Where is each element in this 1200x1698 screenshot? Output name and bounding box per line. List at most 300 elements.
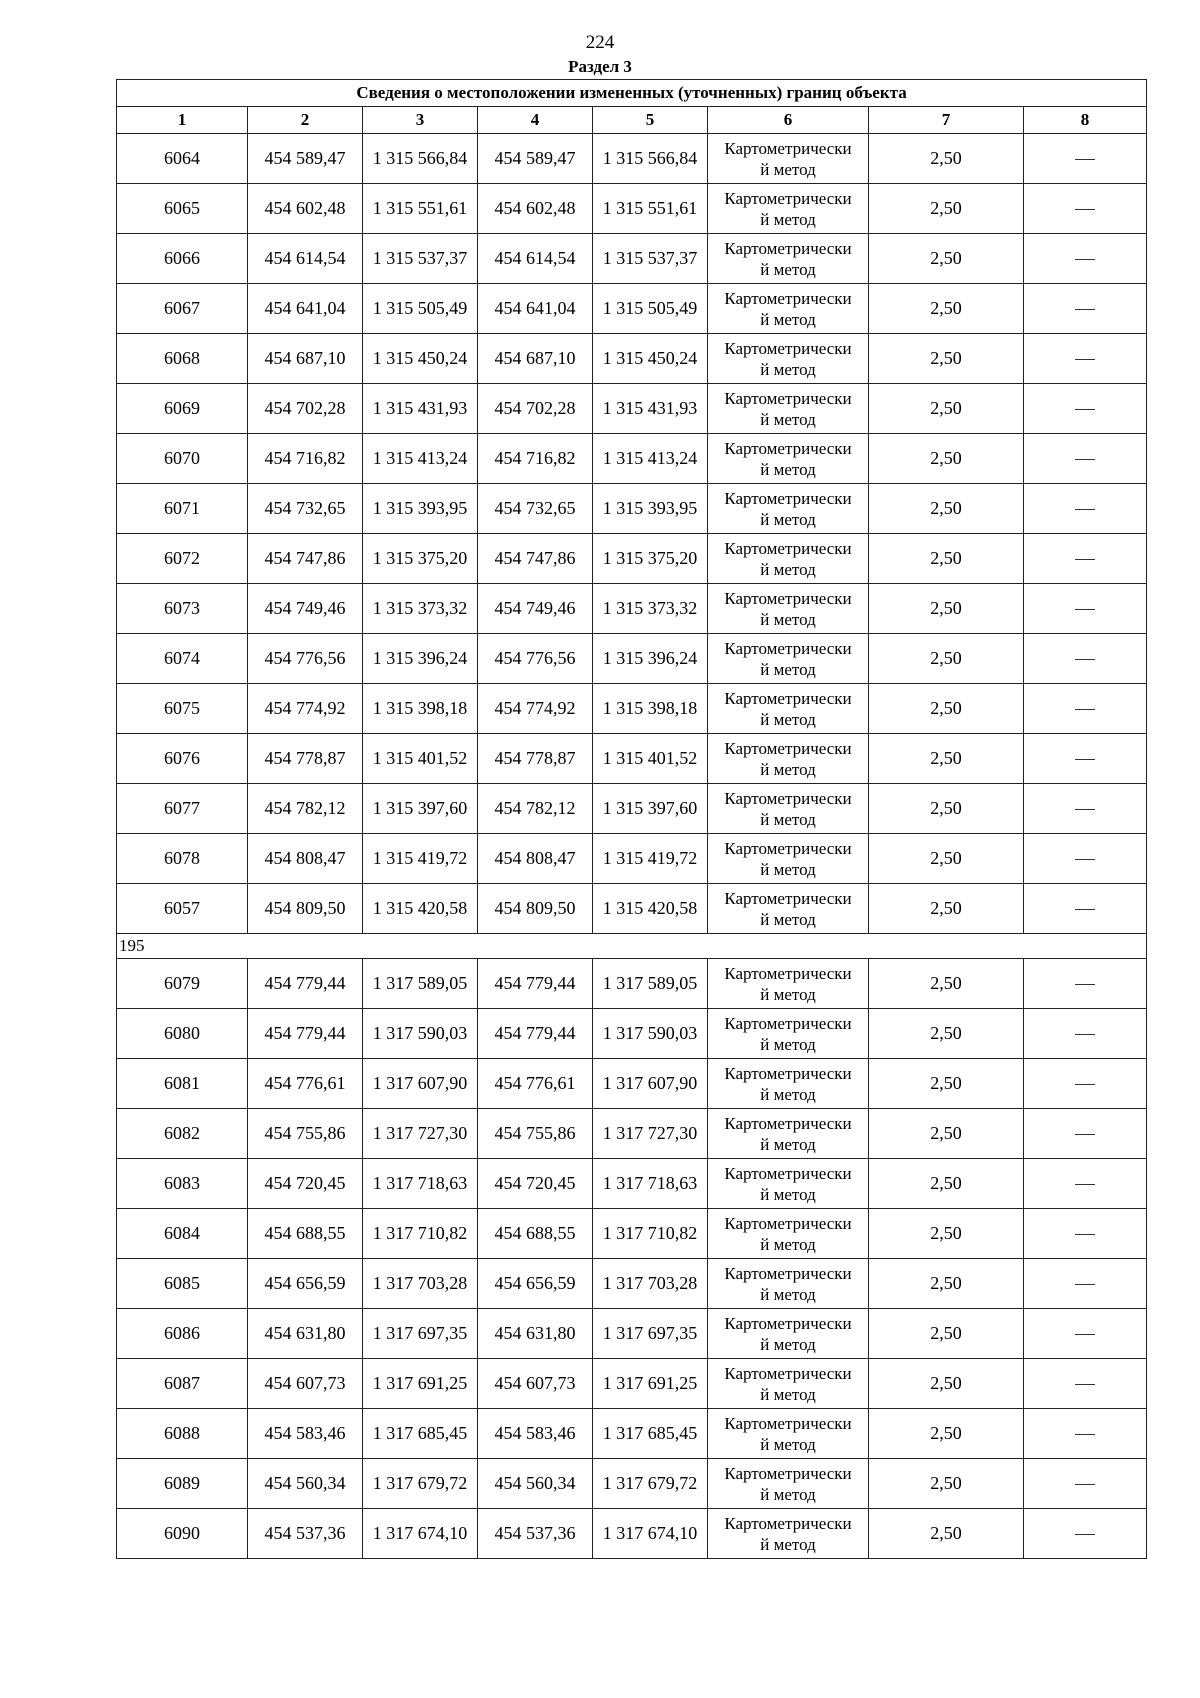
method-line: й метод: [760, 1134, 816, 1154]
table-caption-row: [117, 80, 1147, 107]
description-cell: [1024, 1109, 1147, 1159]
method-line: Картометрически: [724, 888, 852, 908]
column-number: 1: [117, 107, 248, 134]
x-coordinate-new-cell: 454 776,61: [478, 1059, 593, 1109]
description-cell: [1024, 334, 1147, 384]
no-value-dash: [1075, 759, 1095, 760]
description-cell: [1024, 1359, 1147, 1409]
y-coordinate-old-cell: 1 317 674,10: [363, 1509, 478, 1559]
method-line: Картометрически: [724, 1463, 852, 1483]
x-coordinate-old-cell: 454 656,59: [248, 1259, 363, 1309]
method-line: Картометрически: [724, 638, 852, 658]
y-coordinate-new-cell: 1 315 398,18: [593, 684, 708, 734]
y-coordinate-old-cell: 1 315 393,95: [363, 484, 478, 534]
point-number-cell: 6089: [117, 1459, 248, 1509]
x-coordinate-new-cell: 454 720,45: [478, 1159, 593, 1209]
description-cell: [1024, 1509, 1147, 1559]
y-coordinate-new-cell: 1 317 718,63: [593, 1159, 708, 1209]
description-cell: [1024, 1059, 1147, 1109]
method-line: Картометрически: [724, 1413, 852, 1433]
accuracy-cell: 2,50: [869, 584, 1024, 634]
table-row: [117, 584, 1147, 634]
no-value-dash: [1075, 1034, 1095, 1035]
x-coordinate-old-cell: 454 602,48: [248, 184, 363, 234]
x-coordinate-old-cell: 454 808,47: [248, 834, 363, 884]
x-coordinate-new-cell: 454 641,04: [478, 284, 593, 334]
method-cell: [708, 484, 869, 534]
y-coordinate-old-cell: 1 315 551,61: [363, 184, 478, 234]
x-coordinate-new-cell: 454 583,46: [478, 1409, 593, 1459]
method-cell: [708, 1159, 869, 1209]
description-cell: [1024, 684, 1147, 734]
method-line: Картометрически: [724, 238, 852, 258]
table-row: [117, 1009, 1147, 1059]
y-coordinate-old-cell: 1 317 607,90: [363, 1059, 478, 1109]
no-value-dash: [1075, 859, 1095, 860]
method-cell: [708, 959, 869, 1009]
method-line: й метод: [760, 309, 816, 329]
x-coordinate-old-cell: 454 749,46: [248, 584, 363, 634]
method-cell: [708, 1509, 869, 1559]
point-number-cell: 6081: [117, 1059, 248, 1109]
y-coordinate-old-cell: 1 315 505,49: [363, 284, 478, 334]
method-line: Картометрически: [724, 788, 852, 808]
x-coordinate-new-cell: 454 602,48: [478, 184, 593, 234]
method-cell: [708, 234, 869, 284]
description-cell: [1024, 1459, 1147, 1509]
x-coordinate-new-cell: 454 716,82: [478, 434, 593, 484]
point-number-cell: 6085: [117, 1259, 248, 1309]
method-cell: [708, 684, 869, 734]
accuracy-cell: 2,50: [869, 834, 1024, 884]
description-cell: [1024, 784, 1147, 834]
table-row: [117, 684, 1147, 734]
accuracy-cell: 2,50: [869, 184, 1024, 234]
x-coordinate-new-cell: 454 755,86: [478, 1109, 593, 1159]
y-coordinate-new-cell: 1 315 505,49: [593, 284, 708, 334]
x-coordinate-old-cell: 454 702,28: [248, 384, 363, 434]
x-coordinate-new-cell: 454 687,10: [478, 334, 593, 384]
table-body: [117, 134, 1147, 1559]
y-coordinate-old-cell: 1 315 396,24: [363, 634, 478, 684]
point-number-cell: 6080: [117, 1009, 248, 1059]
y-coordinate-new-cell: 1 315 566,84: [593, 134, 708, 184]
y-coordinate-old-cell: 1 315 537,37: [363, 234, 478, 284]
x-coordinate-new-cell: 454 631,80: [478, 1309, 593, 1359]
method-line: Картометрически: [724, 388, 852, 408]
page-number: 224: [585, 32, 615, 53]
method-line: й метод: [760, 159, 816, 179]
description-cell: [1024, 134, 1147, 184]
table-row: [117, 1059, 1147, 1109]
accuracy-cell: 2,50: [869, 1359, 1024, 1409]
y-coordinate-new-cell: 1 317 697,35: [593, 1309, 708, 1359]
y-coordinate-new-cell: 1 315 396,24: [593, 634, 708, 684]
point-number-cell: 6069: [117, 384, 248, 434]
x-coordinate-new-cell: 454 782,12: [478, 784, 593, 834]
y-coordinate-old-cell: 1 315 373,32: [363, 584, 478, 634]
no-value-dash: [1075, 1384, 1095, 1385]
no-value-dash: [1075, 659, 1095, 660]
method-line: Картометрически: [724, 1513, 852, 1533]
method-line: Картометрически: [724, 838, 852, 858]
accuracy-cell: 2,50: [869, 734, 1024, 784]
method-cell: [708, 1459, 869, 1509]
method-line: Картометрически: [724, 138, 852, 158]
method-line: Картометрически: [724, 1063, 852, 1083]
no-value-dash: [1075, 1484, 1095, 1485]
x-coordinate-new-cell: 454 778,87: [478, 734, 593, 784]
table-row: [117, 134, 1147, 184]
y-coordinate-new-cell: 1 317 589,05: [593, 959, 708, 1009]
method-line: й метод: [760, 209, 816, 229]
method-line: Картометрически: [724, 688, 852, 708]
y-coordinate-old-cell: 1 317 718,63: [363, 1159, 478, 1209]
method-cell: [708, 284, 869, 334]
method-cell: [708, 434, 869, 484]
method-line: й метод: [760, 1384, 816, 1404]
y-coordinate-new-cell: 1 315 419,72: [593, 834, 708, 884]
point-number-cell: 6066: [117, 234, 248, 284]
y-coordinate-old-cell: 1 315 413,24: [363, 434, 478, 484]
y-coordinate-old-cell: 1 317 691,25: [363, 1359, 478, 1409]
y-coordinate-old-cell: 1 315 397,60: [363, 784, 478, 834]
x-coordinate-old-cell: 454 583,46: [248, 1409, 363, 1459]
point-number-cell: 6083: [117, 1159, 248, 1209]
table-row: [117, 1509, 1147, 1559]
y-coordinate-old-cell: 1 315 375,20: [363, 534, 478, 584]
table-row: [117, 234, 1147, 284]
no-value-dash: [1075, 1084, 1095, 1085]
x-coordinate-old-cell: 454 732,65: [248, 484, 363, 534]
method-line: Картометрически: [724, 588, 852, 608]
accuracy-cell: 2,50: [869, 634, 1024, 684]
method-line: й метод: [760, 1434, 816, 1454]
y-coordinate-new-cell: 1 317 703,28: [593, 1259, 708, 1309]
y-coordinate-new-cell: 1 315 393,95: [593, 484, 708, 534]
table-row: [117, 959, 1147, 1009]
y-coordinate-old-cell: 1 317 710,82: [363, 1209, 478, 1259]
no-value-dash: [1075, 1334, 1095, 1335]
description-cell: [1024, 1309, 1147, 1359]
accuracy-cell: 2,50: [869, 1009, 1024, 1059]
x-coordinate-new-cell: 454 614,54: [478, 234, 593, 284]
no-value-dash: [1075, 609, 1095, 610]
x-coordinate-old-cell: 454 774,92: [248, 684, 363, 734]
table-caption: Сведения о местоположении измененных (уточненных) границ объекта: [117, 80, 1147, 107]
point-number-cell: 6078: [117, 834, 248, 884]
accuracy-cell: 2,50: [869, 1059, 1024, 1109]
table-row: [117, 384, 1147, 434]
no-value-dash: [1075, 1534, 1095, 1535]
y-coordinate-old-cell: 1 315 419,72: [363, 834, 478, 884]
no-value-dash: [1075, 1434, 1095, 1435]
point-number-cell: 6079: [117, 959, 248, 1009]
table-row: [117, 784, 1147, 834]
accuracy-cell: 2,50: [869, 384, 1024, 434]
point-number-cell: 6065: [117, 184, 248, 234]
table-row: [117, 1359, 1147, 1409]
method-line: Картометрически: [724, 338, 852, 358]
table-row: [117, 434, 1147, 484]
column-number: 8: [1024, 107, 1147, 134]
x-coordinate-old-cell: 454 779,44: [248, 959, 363, 1009]
no-value-dash: [1075, 984, 1095, 985]
table-row: [117, 1459, 1147, 1509]
y-coordinate-new-cell: 1 317 710,82: [593, 1209, 708, 1259]
method-cell: [708, 834, 869, 884]
method-line: Картометрически: [724, 738, 852, 758]
method-cell: [708, 584, 869, 634]
y-coordinate-old-cell: 1 317 703,28: [363, 1259, 478, 1309]
x-coordinate-old-cell: 454 641,04: [248, 284, 363, 334]
x-coordinate-old-cell: 454 778,87: [248, 734, 363, 784]
x-coordinate-old-cell: 454 688,55: [248, 1209, 363, 1259]
description-cell: [1024, 234, 1147, 284]
x-coordinate-old-cell: 454 607,73: [248, 1359, 363, 1409]
point-number-cell: 6064: [117, 134, 248, 184]
y-coordinate-old-cell: 1 315 398,18: [363, 684, 478, 734]
description-cell: [1024, 734, 1147, 784]
description-cell: [1024, 434, 1147, 484]
no-value-dash: [1075, 159, 1095, 160]
method-line: й метод: [760, 1234, 816, 1254]
point-number-cell: 6086: [117, 1309, 248, 1359]
accuracy-cell: 2,50: [869, 684, 1024, 734]
method-cell: [708, 1059, 869, 1109]
x-coordinate-new-cell: 454 747,86: [478, 534, 593, 584]
accuracy-cell: 2,50: [869, 284, 1024, 334]
method-line: Картометрически: [724, 438, 852, 458]
description-cell: [1024, 1159, 1147, 1209]
y-coordinate-new-cell: 1 315 375,20: [593, 534, 708, 584]
table-row: [117, 884, 1147, 934]
method-line: Картометрически: [724, 1013, 852, 1033]
accuracy-cell: 2,50: [869, 234, 1024, 284]
y-coordinate-old-cell: 1 317 590,03: [363, 1009, 478, 1059]
y-coordinate-new-cell: 1 317 691,25: [593, 1359, 708, 1409]
method-line: й метод: [760, 1084, 816, 1104]
y-coordinate-new-cell: 1 315 413,24: [593, 434, 708, 484]
column-number: 3: [363, 107, 478, 134]
description-cell: [1024, 1209, 1147, 1259]
method-cell: [708, 734, 869, 784]
method-cell: [708, 1109, 869, 1159]
y-coordinate-new-cell: 1 317 685,45: [593, 1409, 708, 1459]
x-coordinate-new-cell: 454 688,55: [478, 1209, 593, 1259]
table-row: [117, 834, 1147, 884]
description-cell: [1024, 284, 1147, 334]
x-coordinate-old-cell: 454 614,54: [248, 234, 363, 284]
y-coordinate-new-cell: 1 317 679,72: [593, 1459, 708, 1509]
method-line: й метод: [760, 659, 816, 679]
point-number-cell: 6072: [117, 534, 248, 584]
method-cell: [708, 334, 869, 384]
method-line: Картометрически: [724, 1263, 852, 1283]
method-line: й метод: [760, 1534, 816, 1554]
method-line: Картометрически: [724, 1163, 852, 1183]
x-coordinate-old-cell: 454 589,47: [248, 134, 363, 184]
method-line: й метод: [760, 259, 816, 279]
y-coordinate-old-cell: 1 317 697,35: [363, 1309, 478, 1359]
description-cell: [1024, 634, 1147, 684]
no-value-dash: [1075, 909, 1095, 910]
method-cell: [708, 1209, 869, 1259]
y-coordinate-old-cell: 1 315 431,93: [363, 384, 478, 434]
column-number: 2: [248, 107, 363, 134]
accuracy-cell: 2,50: [869, 134, 1024, 184]
method-line: Картометрически: [724, 963, 852, 983]
no-value-dash: [1075, 1234, 1095, 1235]
x-coordinate-new-cell: 454 779,44: [478, 959, 593, 1009]
y-coordinate-new-cell: 1 317 590,03: [593, 1009, 708, 1059]
y-coordinate-old-cell: 1 317 589,05: [363, 959, 478, 1009]
y-coordinate-new-cell: 1 315 537,37: [593, 234, 708, 284]
point-number-cell: 6076: [117, 734, 248, 784]
method-cell: [708, 1009, 869, 1059]
table-row: [117, 1409, 1147, 1459]
table-row: [117, 534, 1147, 584]
y-coordinate-new-cell: 1 315 401,52: [593, 734, 708, 784]
y-coordinate-old-cell: 1 317 727,30: [363, 1109, 478, 1159]
contour-number: 195: [117, 934, 1147, 959]
y-coordinate-new-cell: 1 315 450,24: [593, 334, 708, 384]
x-coordinate-old-cell: 454 560,34: [248, 1459, 363, 1509]
point-number-cell: 6090: [117, 1509, 248, 1559]
no-value-dash: [1075, 309, 1095, 310]
point-number-cell: 6075: [117, 684, 248, 734]
x-coordinate-new-cell: 454 808,47: [478, 834, 593, 884]
y-coordinate-new-cell: 1 317 674,10: [593, 1509, 708, 1559]
method-line: Картометрически: [724, 1213, 852, 1233]
method-line: Картометрически: [724, 1113, 852, 1133]
table-row: [117, 734, 1147, 784]
accuracy-cell: 2,50: [869, 784, 1024, 834]
method-line: й метод: [760, 859, 816, 879]
method-cell: [708, 1359, 869, 1409]
method-line: й метод: [760, 984, 816, 1004]
accuracy-cell: 2,50: [869, 434, 1024, 484]
description-cell: [1024, 1009, 1147, 1059]
x-coordinate-new-cell: 454 732,65: [478, 484, 593, 534]
method-cell: [708, 634, 869, 684]
table-row: [117, 1259, 1147, 1309]
method-cell: [708, 1259, 869, 1309]
x-coordinate-old-cell: 454 631,80: [248, 1309, 363, 1359]
x-coordinate-new-cell: 454 776,56: [478, 634, 593, 684]
point-number-cell: 6068: [117, 334, 248, 384]
table-row: [117, 1309, 1147, 1359]
y-coordinate-new-cell: 1 315 420,58: [593, 884, 708, 934]
no-value-dash: [1075, 359, 1095, 360]
accuracy-cell: 2,50: [869, 959, 1024, 1009]
method-line: Картометрически: [724, 188, 852, 208]
y-coordinate-old-cell: 1 315 566,84: [363, 134, 478, 184]
x-coordinate-old-cell: 454 720,45: [248, 1159, 363, 1209]
table-row: [117, 1109, 1147, 1159]
description-cell: [1024, 884, 1147, 934]
accuracy-cell: 2,50: [869, 1459, 1024, 1509]
y-coordinate-old-cell: 1 315 420,58: [363, 884, 478, 934]
x-coordinate-new-cell: 454 656,59: [478, 1259, 593, 1309]
accuracy-cell: 2,50: [869, 1109, 1024, 1159]
method-cell: [708, 134, 869, 184]
point-number-cell: 6084: [117, 1209, 248, 1259]
accuracy-cell: 2,50: [869, 1209, 1024, 1259]
method-line: й метод: [760, 1184, 816, 1204]
point-number-cell: 6077: [117, 784, 248, 834]
x-coordinate-old-cell: 454 716,82: [248, 434, 363, 484]
x-coordinate-old-cell: 454 776,61: [248, 1059, 363, 1109]
method-line: й метод: [760, 709, 816, 729]
x-coordinate-new-cell: 454 774,92: [478, 684, 593, 734]
y-coordinate-new-cell: 1 317 607,90: [593, 1059, 708, 1109]
method-line: й метод: [760, 509, 816, 529]
method-line: й метод: [760, 459, 816, 479]
description-cell: [1024, 1409, 1147, 1459]
no-value-dash: [1075, 1134, 1095, 1135]
method-cell: [708, 1409, 869, 1459]
method-cell: [708, 184, 869, 234]
boundary-coordinates-table: [116, 79, 1147, 1559]
x-coordinate-new-cell: 454 809,50: [478, 884, 593, 934]
method-line: Картометрически: [724, 488, 852, 508]
no-value-dash: [1075, 509, 1095, 510]
x-coordinate-new-cell: 454 560,34: [478, 1459, 593, 1509]
accuracy-cell: 2,50: [869, 334, 1024, 384]
description-cell: [1024, 834, 1147, 884]
no-value-dash: [1075, 1284, 1095, 1285]
method-line: Картометрически: [724, 538, 852, 558]
method-line: й метод: [760, 1034, 816, 1054]
y-coordinate-old-cell: 1 315 401,52: [363, 734, 478, 784]
method-line: й метод: [760, 409, 816, 429]
section-title: Раздел 3: [568, 57, 632, 76]
x-coordinate-old-cell: 454 755,86: [248, 1109, 363, 1159]
no-value-dash: [1075, 459, 1095, 460]
method-line: й метод: [760, 809, 816, 829]
y-coordinate-old-cell: 1 317 685,45: [363, 1409, 478, 1459]
method-line: й метод: [760, 609, 816, 629]
column-number: 4: [478, 107, 593, 134]
method-line: й метод: [760, 1484, 816, 1504]
column-number-row: [117, 107, 1147, 134]
y-coordinate-old-cell: 1 315 450,24: [363, 334, 478, 384]
table-row: [117, 1209, 1147, 1259]
method-line: Картометрически: [724, 1363, 852, 1383]
y-coordinate-new-cell: 1 315 551,61: [593, 184, 708, 234]
accuracy-cell: 2,50: [869, 884, 1024, 934]
no-value-dash: [1075, 209, 1095, 210]
point-number-cell: 6073: [117, 584, 248, 634]
contour-group-row: [117, 934, 1147, 959]
method-cell: [708, 1309, 869, 1359]
y-coordinate-new-cell: 1 315 397,60: [593, 784, 708, 834]
method-line: Картометрически: [724, 288, 852, 308]
table-row: [117, 334, 1147, 384]
accuracy-cell: 2,50: [869, 1259, 1024, 1309]
point-number-cell: 6070: [117, 434, 248, 484]
x-coordinate-new-cell: 454 589,47: [478, 134, 593, 184]
table-row: [117, 484, 1147, 534]
x-coordinate-new-cell: 454 607,73: [478, 1359, 593, 1409]
no-value-dash: [1075, 809, 1095, 810]
table-row: [117, 284, 1147, 334]
table-row: [117, 634, 1147, 684]
x-coordinate-new-cell: 454 537,36: [478, 1509, 593, 1559]
point-number-cell: 6082: [117, 1109, 248, 1159]
method-line: й метод: [760, 759, 816, 779]
